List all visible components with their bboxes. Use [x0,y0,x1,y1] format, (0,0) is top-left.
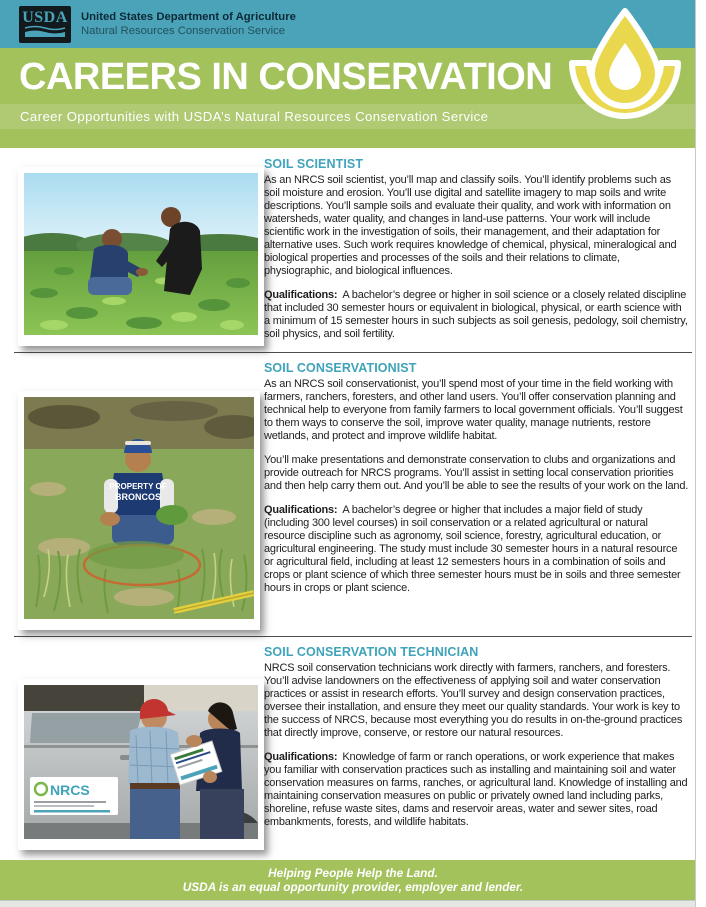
usda-logo [19,6,71,43]
qualifications-text: A bachelor’s degree or higher in soil science or a closely related discipline that included 30 semester hours or equivalent in biological, physical, or earth science with a minimum of 15 semester hours in such subjects as soil genesis, pedology, soil chemistry, soil physics, and soil fertility. [264,289,688,340]
svg-text:NRCS: NRCS [50,782,90,798]
dept-line2: Natural Resources Conservation Service [81,25,286,37]
soybean-field-illustration [24,173,258,335]
photo-column-1 [0,157,264,346]
paragraph-soil-conservationist-2: You’ll make presentations and demonstrate conservation to clubs and organizations and provide outreach for NRCS programs. You’ll assist in setting local conservation priorities and then help carry them out. And you’ll be able to see the results of your work on the land. [264,454,689,492]
photo-soil-scientist [18,167,264,346]
usda-wordmark: USDA [22,9,68,26]
shirt-text-line1: PROPERTY OF [109,482,167,491]
page-bottom-edge [0,900,706,907]
water-drop-icon [562,7,688,134]
text-soil-conservation-technician [264,645,706,850]
content-area [0,148,706,850]
section-soil-conservationist [0,361,706,630]
qualifications-soil-conservation-technician [264,751,689,829]
page-title: CAREERS IN CONSERVATION [19,56,553,98]
section-divider-1 [14,352,692,353]
paragraph-soil-conservation-technician: NRCS soil conservation technicians work directly with farmers, ranchers, and foresters. You’ll advise landowners on the effectiveness of applying soil and water conservation practices or assist in research efforts. You’ll survey and design conservation practices, oversee their installation, and ensure they meet our quality standards. Your work is key to the success of NRCS, because most everything you do results in on-the-ground practices that directly improve, conserve, or restore our natural resources. [264,662,683,739]
page-subtitle: Career Opportunities with USDA’s Natural Resources Conservation Service [0,104,706,129]
qualifications-label: Qualifications: [264,289,338,301]
photo-column-3 [0,645,264,850]
section-heading-soil-conservationist: SOIL CONSERVATIONIST [264,361,417,375]
section-divider-2 [14,636,692,637]
section-soil-scientist [0,157,706,346]
qualifications-text: A bachelor’s degree or higher that includes a major field of study (including 300 level courses) in soil conservation or a related agricultural or natural resource discipline such as agronomy, soil science, forestry, agricultural education, or agricultural engineering. The study must include 30 semester hours in a natural resource or agricultural field, including at least 12 semesters hours in a combination of soils and crops or plant science of which three semester hours must be in soils and three semester hours in crops or plant science. [264,504,681,594]
photo-soil-conservationist [18,391,260,630]
footer-eeo-statement: USDA is an equal opportunity provider, employer and lender. [182,880,524,894]
department-titles [81,10,296,38]
paragraph-soil-conservationist-1: As an NRCS soil conservationist, you’ll spend most of your time in the field working with farmers, ranchers, foresters, and other land users. You’ll offer conservation planning and technical help to everyone from family farmers to local government officials. You’ll suggest to them ways to conserve the soil, improve water quality, manage nutrients, restore wetlands, and protect and improve wildlife habitat. [264,378,683,442]
section-heading-soil-conservation-technician: SOIL CONSERVATION TECHNICIAN [264,645,479,659]
shirt-text-line2: BRONCOS [114,492,162,502]
qualifications-text: Knowledge of farm or ranch operations, or work experience that makes you familiar with conservation practices such as installing and maintaining soil and water conservation measures on farms, ranches, or agricultural land. Knowledge of installing and maintaining conservation measures on public or privately owned land including parks, shoreline, refuse waste sites, dams and reservoir areas, water and sewer sites, road embankments, forests, and wildlife habitats. [264,751,688,828]
truck-consultation-illustration [24,685,258,839]
grass-survey-illustration [24,397,254,619]
dept-line1: United States Department of Agriculture [81,10,296,23]
paragraph-soil-scientist: As an NRCS soil scientist, you’ll map and classify soils. You’ll identify problems such as soil moisture and erosion. You’ll use digital and satellite imagery to map soils and write descriptions. You’ll sample soils and evaluate their quality, and work with information on watersheds, water quality, and changes in land-use patterns. Your work will include scientific work in the investigation of soils, their management, and their adaptation for alternative uses. Such work requires knowledge of chemical, physical, mineralogical and biological properties and processes of the soils and their relations to climate, physiographic, and biological influences. [264,174,677,277]
footer-bar [0,860,706,900]
truck-nrcs-logo [30,777,118,815]
usda-field-icon [23,25,67,38]
qualifications-soil-conservationist [264,504,689,595]
section-heading-soil-scientist: SOIL SCIENTIST [264,157,364,171]
qualifications-label: Qualifications: [264,504,338,516]
qualifications-label: Qualifications: [264,751,338,763]
footer-tagline: Helping People Help the Land. [268,866,438,880]
section-soil-conservation-technician [0,645,706,850]
text-soil-scientist [264,157,706,346]
qualifications-soil-scientist [264,289,689,341]
photo-column-2 [0,361,264,630]
photo-soil-conservation-technician [18,679,264,850]
page-right-edge [695,0,706,907]
text-soil-conservationist [264,361,706,630]
